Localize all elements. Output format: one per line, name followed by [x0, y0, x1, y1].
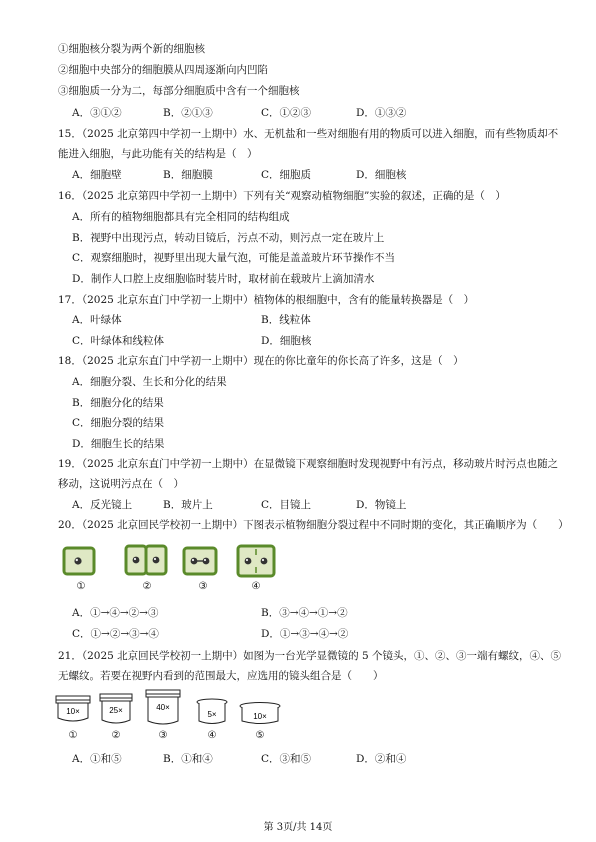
q19-stem-line2: 移动，这说明污点在（ ） — [58, 478, 184, 490]
q21-caption-4: ④ — [207, 730, 217, 741]
q17-option-c: C．叶绿体和线粒体 — [72, 335, 165, 347]
q17-option-a: A．叶绿体 — [72, 314, 122, 326]
q21-caption-3: ③ — [158, 730, 168, 741]
q21-stem-line1: 21．（2025 北京回民学校初一上期中）如图为一台光学显微镜的 5 个镜头，①、②、③一端有螺纹，④、⑤ — [58, 650, 562, 662]
q20-caption-3: ③ — [198, 581, 208, 592]
q19-option-b: B．玻片上 — [163, 499, 213, 511]
cell-stage-4 — [238, 546, 274, 576]
q14-option-c: C．①②③ — [261, 107, 312, 119]
q20-option-b: B．③→④→①→② — [261, 607, 348, 619]
q20-option-c: C．①→②→③→④ — [72, 628, 159, 640]
q21-caption-2: ② — [111, 730, 121, 741]
lens-1 — [56, 696, 90, 721]
lens-figure — [52, 688, 292, 734]
q20-option-a: A．①→④→②→③ — [72, 607, 159, 619]
q21-stem-line2: 无螺纹。若要在视野内看到的范围最大，应选用的镜头组合是（ ） — [58, 670, 384, 682]
q16-option-a: A．所有的植物细胞都具有完全相同的结构组成 — [72, 211, 290, 223]
q19-option-d: D．物镜上 — [356, 499, 407, 511]
q21-caption-1: ① — [68, 730, 78, 741]
lens-3-label: 40× — [156, 703, 170, 712]
q15-stem-line2: 能进入细胞，与此功能有关的结构是（ ） — [58, 148, 258, 160]
q20-caption-4: ④ — [251, 581, 261, 592]
statement-3: ③细胞质一分为二，每部分细胞质中含有一个细胞核 — [58, 85, 300, 97]
cell-stage-1 — [64, 548, 94, 574]
q19-option-c: C．目镜上 — [261, 499, 312, 511]
q15-option-d: D．细胞核 — [356, 169, 407, 181]
q17-option-b: B．线粒体 — [261, 314, 311, 326]
q20-caption-2: ② — [142, 581, 152, 592]
q17-option-d: D．细胞核 — [261, 335, 312, 347]
q16-stem: 16．（2025 北京第四中学初一上期中）下列有关“观察动植物细胞”实验的叙述，正确的是（ ） — [58, 190, 506, 202]
q18-stem: 18．（2025 北京东直门中学初一上期中）现在的你比童年的你长高了许多，这是（ ） — [58, 355, 464, 367]
q20-stem: 20．（2025 北京回民学校初一上期中）下图表示植物细胞分裂过程中不同时期的变化，其正确顺序为（ ） — [58, 519, 569, 531]
lens-5-label: 10× — [253, 712, 267, 721]
lens-5 — [240, 703, 280, 724]
cell-stage-2 — [126, 546, 166, 574]
statement-2: ②细胞中央部分的细胞膜从四周逐渐向内凹陷 — [58, 64, 268, 76]
lens-4-label: 5× — [207, 710, 217, 719]
page-footer: 第 3页/共 14页 — [263, 822, 333, 833]
q20-option-d: D．①→③→④→② — [261, 628, 349, 640]
q21-caption-5: ⑤ — [255, 730, 265, 741]
q21-option-a: A．①和⑤ — [72, 753, 122, 765]
q21-option-b: B．①和④ — [163, 753, 213, 765]
lens-2 — [100, 694, 132, 723]
q15-stem-line1: 15．（2025 北京第四中学初一上期中）水、无机盐和一些对细胞有用的物质可以进入细胞，而有些物质却不 — [58, 128, 559, 140]
q19-option-a: A．反光镜上 — [72, 499, 133, 511]
q19-stem-line1: 19．（2025 北京东直门中学初一上期中）在显微镜下观察细胞时发现视野中有污点，移动玻片时污点也随之 — [58, 458, 559, 470]
lens-1-label: 10× — [66, 707, 80, 716]
q15-option-a: A．细胞壁 — [72, 169, 122, 181]
q16-option-d: D．制作人口腔上皮细胞临时装片时，取材前在载玻片上滴加清水 — [72, 273, 375, 285]
q21-option-d: D．②和④ — [356, 753, 407, 765]
q17-stem: 17．（2025 北京东直门中学初一上期中）植物体的根细胞中，含有的能量转换器是（ ） — [58, 294, 475, 306]
q20-caption-1: ① — [76, 581, 86, 592]
lens-2-label: 25× — [109, 706, 123, 715]
q18-option-c: C．细胞分裂的结果 — [72, 417, 165, 429]
q15-option-c: C．细胞质 — [261, 169, 312, 181]
q18-option-b: B．细胞分化的结果 — [72, 397, 164, 409]
lens-4 — [197, 699, 227, 724]
q16-option-b: B．视野中出现污点，转动目镜后，污点不动，则污点一定在玻片上 — [72, 232, 385, 244]
statement-1: ①细胞核分裂为两个新的细胞核 — [58, 43, 205, 55]
cell-stage-3 — [184, 548, 216, 574]
q16-option-c: C．观察细胞时，视野里出现大量气泡，可能是盖盖玻片环节操作不当 — [72, 252, 396, 264]
q14-option-b: B．②①③ — [163, 107, 213, 119]
q21-option-c: C．③和⑤ — [261, 753, 312, 765]
q18-option-d: D．细胞生长的结果 — [72, 438, 165, 450]
q18-option-a: A．细胞分裂、生长和分化的结果 — [72, 376, 227, 388]
q14-option-a: A．③①② — [72, 107, 122, 119]
q14-option-d: D．①③② — [356, 107, 407, 119]
q15-option-b: B．细胞膜 — [163, 169, 213, 181]
lens-3 — [146, 690, 180, 724]
